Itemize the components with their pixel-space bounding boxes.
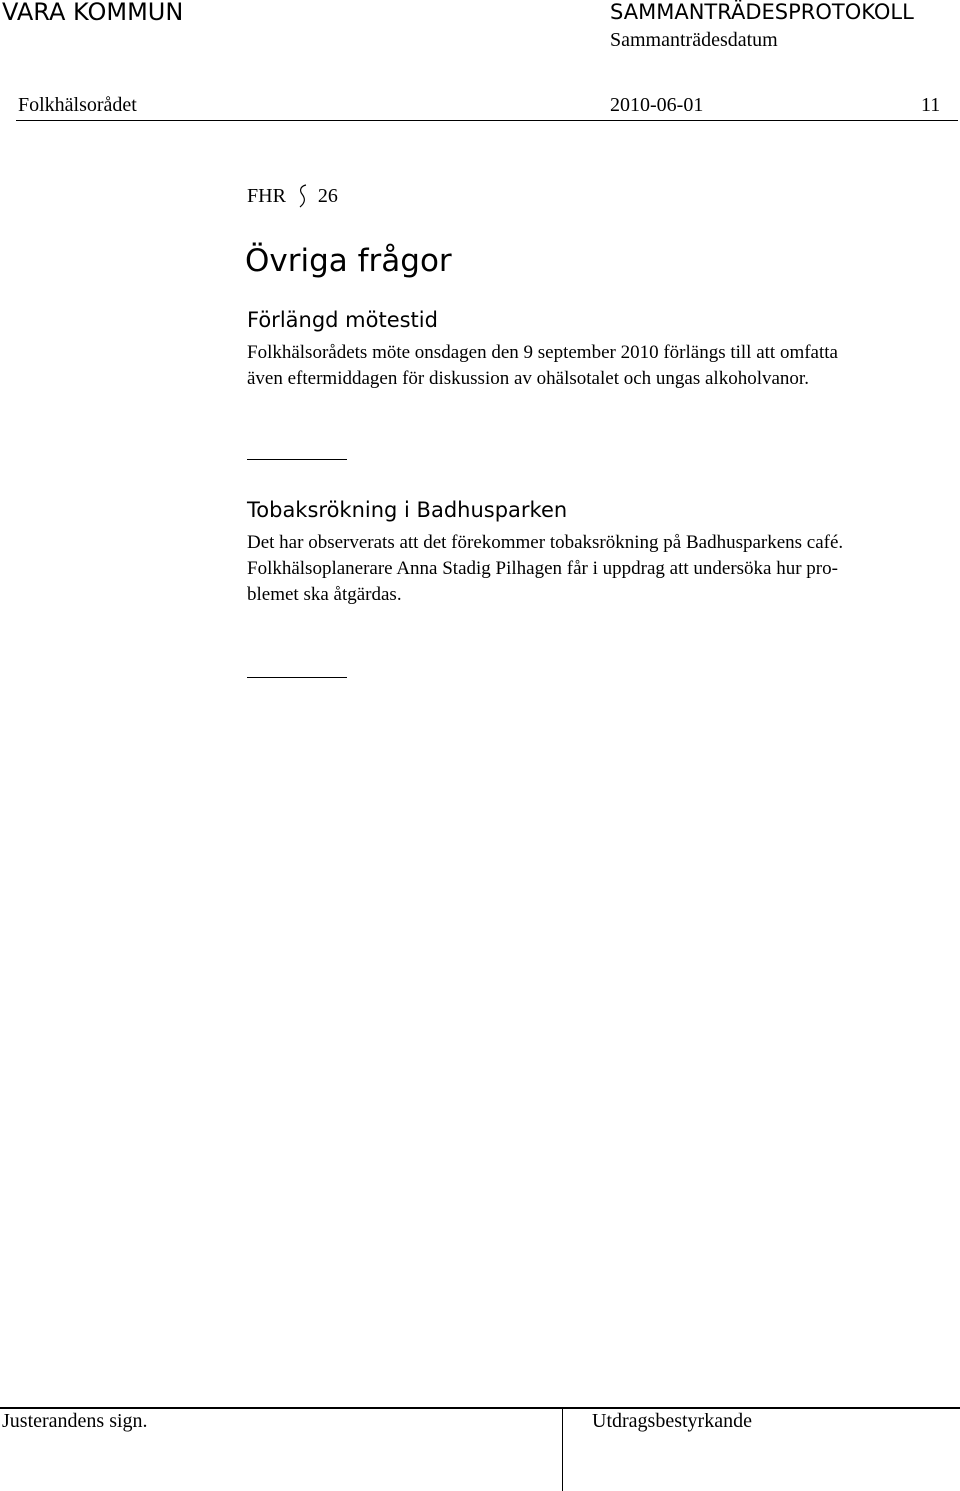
page-number: 11 [921,94,941,116]
text-line: Folkhälsorådets möte onsdagen den 9 september 2010 förlängs till att omfatta [247,342,838,363]
separator-line [247,677,347,678]
item-heading: Tobaksrökning i Badhusparken [247,498,568,522]
footer-divider [562,1407,563,1491]
body-name: Folkhälsorådet [18,94,137,116]
paragraph-reference [247,183,338,209]
organization-name: VARA KOMMUN [2,0,184,26]
extract-certification-label: Utdragsbestyrkande [592,1410,752,1432]
paragraph-prefix: FHR [247,184,286,207]
separator-line [247,459,347,460]
item-heading: Förlängd mötestid [247,308,438,332]
meeting-date-label: Sammanträdesdatum [610,29,778,51]
item-text [247,340,960,392]
text-line: Det har observerats att det förekommer tobaksrökning på Badhusparkens café. [247,532,844,553]
section-title: Övriga frågor [245,243,452,279]
document-type: SAMMANTRÄDESPROTOKOLL [610,0,914,24]
text-line: blemet ska åtgärdas. [247,584,402,605]
signature-label: Justerandens sign. [2,1410,148,1432]
text-line: Folkhälsoplanerare Anna Stadig Pilhagen får i uppdrag att undersöka hur pro- [247,558,838,579]
section-sign-icon [294,183,312,209]
item-text [247,530,960,608]
meeting-date: 2010-06-01 [610,94,704,116]
header-rule [16,120,958,121]
footer-rule [0,1407,960,1409]
paragraph-number: 26 [317,184,338,207]
text-line: även eftermiddagen för diskussion av ohälsotalet och ungas alkoholvanor. [247,368,809,389]
